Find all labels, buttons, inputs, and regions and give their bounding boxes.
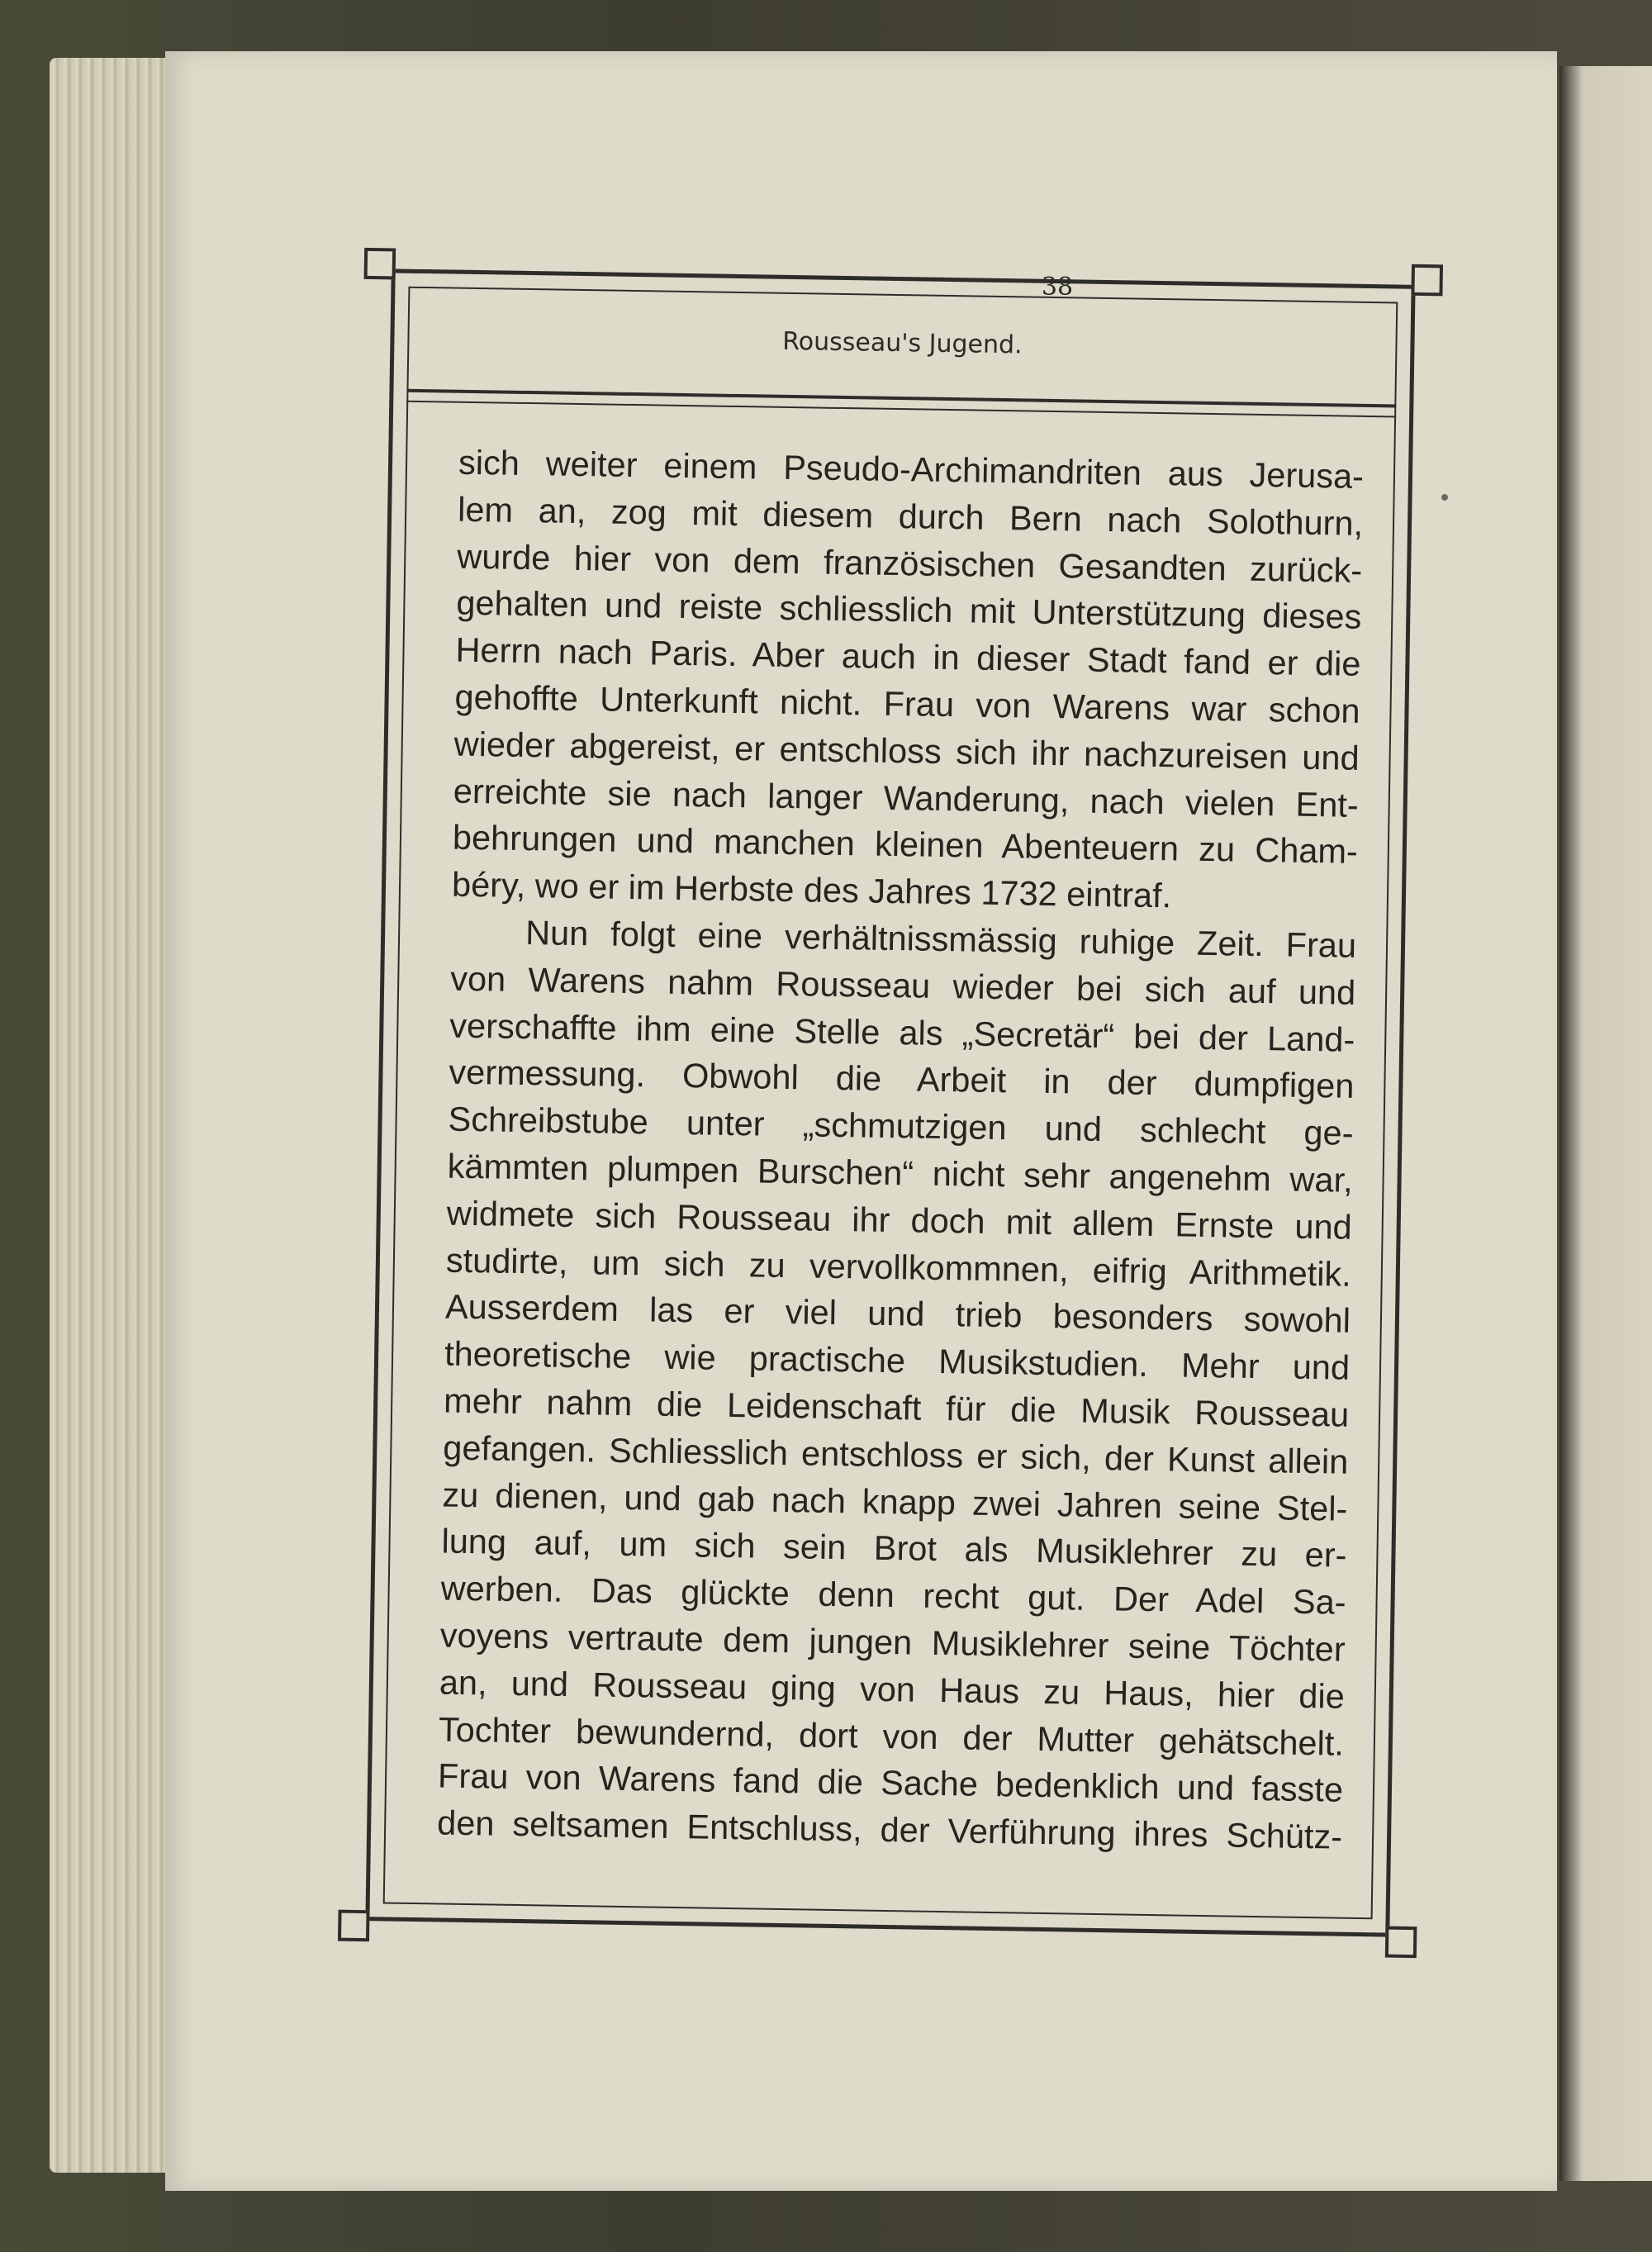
running-head: Rousseau's Jugend. xyxy=(781,326,1023,360)
frame-corner-top-left xyxy=(364,248,396,280)
text-line: kämmten plumpen Burschen“ nicht sehr angenehm war, xyxy=(447,1146,1353,1200)
text-line: verschaffte ihm eine Stelle als „Secretär“ bei der Land- xyxy=(449,1005,1355,1059)
text-line: Frau von Warens fand die Sache bedenklich und fasste xyxy=(437,1756,1344,1810)
text-line: Tochter bewundernd, dort von der Mutter gehätschelt. xyxy=(438,1709,1345,1763)
text-line: Ausserdem las er viel und trieb besonders sowohl xyxy=(444,1286,1351,1341)
text-line: an, und Rousseau ging von Haus zu Haus, hier die xyxy=(439,1662,1346,1716)
text-line: gehalten und reiste schliesslich mit Unterstützung dieses xyxy=(456,583,1362,637)
page-number: 38 xyxy=(1041,273,1074,302)
ornamental-frame xyxy=(365,268,1415,1936)
text-line: wieder abgereist, er entschloss sich ihr nachzureisen und xyxy=(453,724,1360,777)
text-line: von Warens nahm Rousseau wieder bei sich auf und xyxy=(449,958,1356,1012)
text-line: béry, wo er im Herbste des Jahres 1732 eintraf. xyxy=(451,864,1172,915)
text-line: zu dienen, und gab nach knapp zwei Jahren seine Stel- xyxy=(442,1475,1348,1528)
margin-speck xyxy=(1441,494,1448,501)
text-line: behrungen und manchen kleinen Abenteuern zu Cham- xyxy=(452,818,1359,872)
text-line: lem an, zog mit diesem durch Bern nach Solothurn, xyxy=(457,489,1364,543)
text-line: mehr nahm die Leidenschaft für die Musik Rousseau xyxy=(443,1380,1350,1434)
text-line: widmete sich Rousseau ihr doch mit allem Ernste und xyxy=(446,1193,1353,1247)
frame-corner-bottom-right xyxy=(1385,1927,1417,1959)
text-line: vermessung. Obwohl die Arbeit in der dumpfigen xyxy=(449,1052,1355,1106)
frame-corner-top-right xyxy=(1411,264,1443,297)
text-line: Schreibstube unter „schmutzigen und schlecht ge- xyxy=(448,1099,1354,1152)
text-line: voyens vertraute dem jungen Musiklehrer seine Töchter xyxy=(439,1615,1346,1669)
body-text xyxy=(437,439,1365,1861)
text-line: wurde hier von dem französischen Gesandten zurück- xyxy=(456,536,1363,590)
text-line: gefangen. Schliesslich entschloss er sich, der Kunst allein xyxy=(443,1428,1349,1481)
text-line: studirte, um sich zu vervollkommnen, eifrig Arithmetik. xyxy=(445,1240,1352,1294)
text-line: den seltsamen Entschluss, der Verführung ihres Schütz- xyxy=(436,1803,1343,1856)
text-line: Herrn nach Paris. Aber auch in dieser Stadt fand er die xyxy=(455,630,1361,684)
text-line: werben. Das glückte denn recht gut. Der Adel Sa- xyxy=(440,1568,1346,1622)
text-line: lung auf, um sich sein Brot als Musiklehrer zu er- xyxy=(441,1521,1347,1575)
text-line: Nun folgt eine verhältnissmässig ruhige Zeit. Frau xyxy=(525,913,1357,965)
text-line: gehoffte Unterkunft nicht. Frau von Warens war schon xyxy=(454,677,1360,730)
text-line: erreichte sie nach langer Wanderung, nach vielen Ent- xyxy=(453,771,1360,824)
frame-corner-bottom-left xyxy=(338,1910,370,1942)
page-edges xyxy=(50,58,173,2173)
text-line: theoretische wie practische Musikstudien. Mehr und xyxy=(444,1333,1351,1387)
facing-page-edge xyxy=(1559,66,1652,2181)
text-line: sich weiter einem Pseudo-Archimandriten aus Jerusa- xyxy=(458,442,1365,496)
